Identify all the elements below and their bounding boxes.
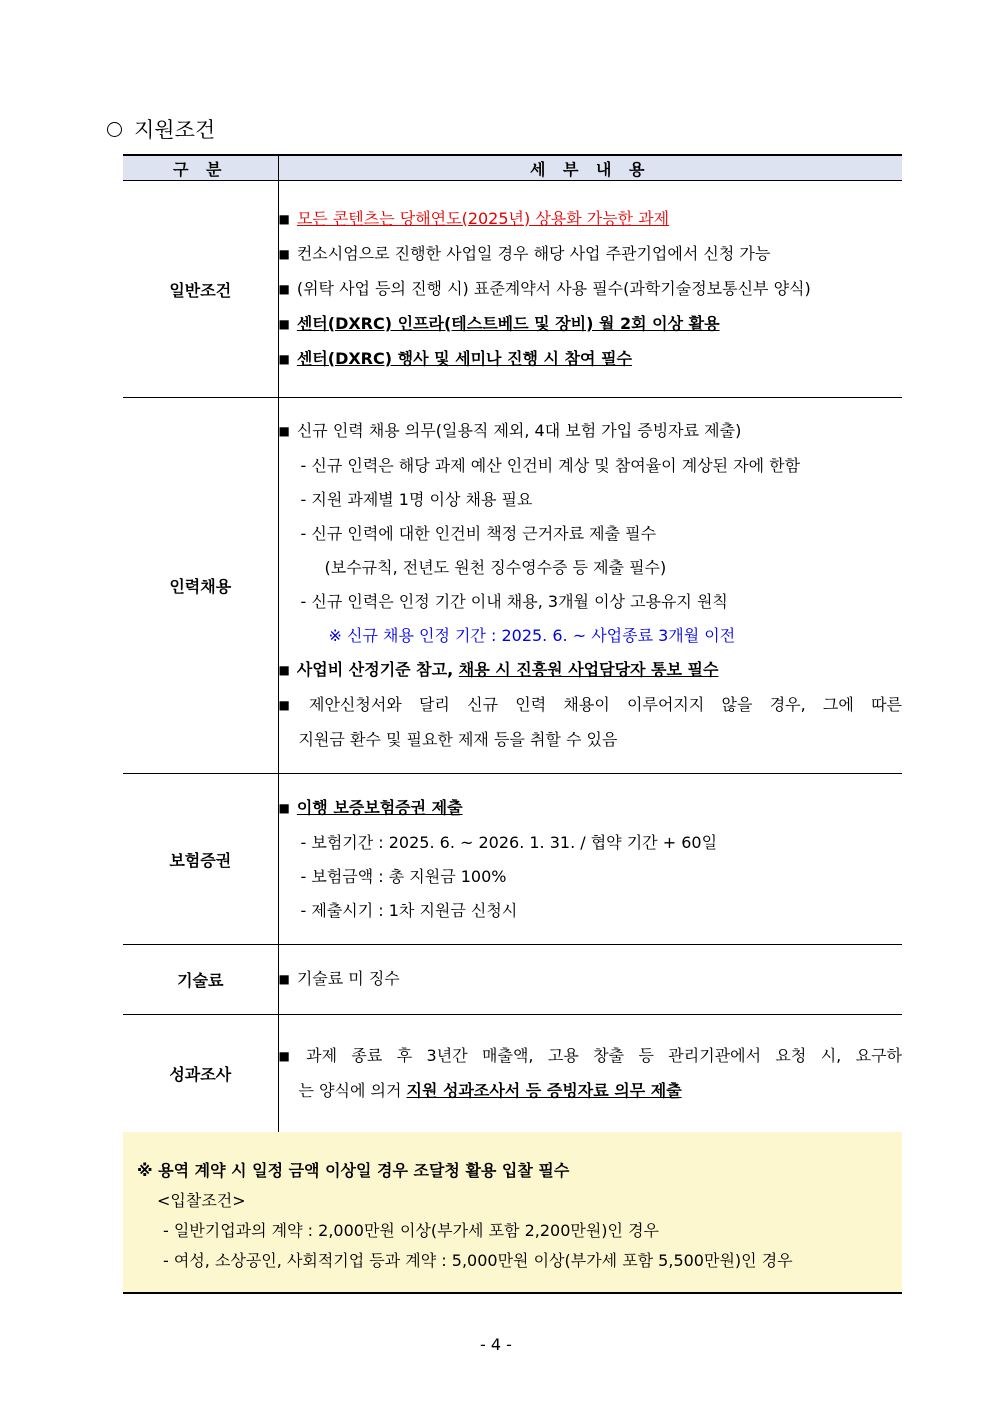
- list-item: ■ 컨소시엄으로 진행한 사업일 경우 해당 사업 주관기업에서 신청 가능: [279, 237, 903, 272]
- list-item: ■ 이행 보증보험증권 제출: [279, 791, 903, 826]
- notice-item: - 여성, 소상공인, 사회적기업 등과 계약 : 5,000만원 이상(부가세 포함 5,500만원)인 경우: [163, 1251, 793, 1270]
- sub-item: - 신규 인력은 해당 과제 예산 인건비 계상 및 참여율이 계상된 자에 한함: [300, 456, 801, 475]
- conditions-table: [123, 154, 902, 1133]
- list-item: ■ 기술료 미 징수: [279, 962, 903, 997]
- table-header-row: [123, 155, 902, 181]
- row-label-hiring: 인력채용: [123, 398, 278, 774]
- table-row-tech-fee: [123, 945, 902, 1015]
- notice-box: [123, 1132, 902, 1294]
- list-item: ■ (위탁 사업 등의 진행 시) 표준계약서 사용 필수(과학기술정보통신부 양식): [279, 272, 903, 307]
- sub-item: - 지원 과제별 1명 이상 채용 필요: [300, 490, 533, 509]
- table-row-hiring: [123, 398, 902, 774]
- header-details: 세 부 내 용: [278, 155, 902, 181]
- header-category: 구 분: [123, 155, 278, 181]
- list-item: ■ 모든 콘텐츠는 당해연도(2025년) 상용화 가능한 과제: [279, 202, 903, 237]
- section-title-text: 지원조건: [134, 118, 216, 142]
- list-item: ■ 사업비 산정기준 참고, 채용 시 진흥원 사업담당자 통보 필수: [279, 653, 903, 688]
- list-item: ■ 센터(DXRC) 행사 및 세미나 진행 시 참여 필수: [279, 342, 903, 377]
- sub-item: - 보험금액 : 총 지원금 100%: [300, 866, 507, 886]
- row-label-insurance: 보험증권: [123, 774, 278, 945]
- list-item: ■ 신규 인력 채용 의무(일용직 제외, 4대 보험 가입 증빙자료 제출): [279, 414, 903, 449]
- list-item: ■ 제안신청서와 달리 신규 인력 채용이 이루어지지 않을 경우, 그에 따른: [279, 688, 903, 723]
- table-row-performance: [123, 1015, 902, 1133]
- sub-item: - 보험기간 : 2025. 6. ~ 2026. 1. 31. / 협약 기간 + 60일: [300, 832, 718, 852]
- notice-subtitle: <입찰조건>: [157, 1191, 246, 1210]
- row-label-performance: 성과조사: [123, 1015, 278, 1133]
- row-content-hiring: [278, 398, 902, 774]
- sub-item-continued: (보수규칙, 전년도 원천 징수영수증 등 제출 필수): [324, 558, 667, 577]
- sub-item: - 신규 인력은 인정 기간 이내 채용, 3개월 이상 고용유지 원칙: [300, 592, 728, 611]
- list-item: ■ 센터(DXRC) 인프라(테스트베드 및 장비) 월 2회 이상 활용: [279, 307, 903, 342]
- sub-item: - 제출시기 : 1차 지원금 신청시: [300, 900, 518, 920]
- notice-item: - 일반기업과의 계약 : 2,000만원 이상(부가세 포함 2,200만원)인 경우: [163, 1221, 659, 1240]
- circle-icon: [107, 122, 122, 137]
- row-content-tech-fee: [278, 945, 902, 1015]
- page-number: - 4 -: [480, 1335, 512, 1354]
- note-text: ※ 신규 채용 인정 기간 : 2025. 6. ~ 사업종료 3개월 이전: [328, 626, 736, 645]
- notice-title: ※ 용역 계약 시 일정 금액 이상일 경우 조달청 활용 입찰 필수: [137, 1161, 570, 1180]
- row-content-insurance: [278, 774, 902, 945]
- section-title: [107, 114, 215, 144]
- row-content-performance: [278, 1015, 902, 1133]
- table-row-insurance: [123, 774, 902, 945]
- row-label-tech-fee: 기술료: [123, 945, 278, 1015]
- list-item-continued: 지원금 환수 및 필요한 제재 등을 취할 수 있음: [298, 730, 618, 749]
- row-label-general: 일반조건: [123, 181, 278, 398]
- list-item-continued: 는 양식에 의거 지원 성과조사서 등 증빙자료 의무 제출: [298, 1081, 682, 1100]
- sub-item: - 신규 인력에 대한 인건비 책정 근거자료 제출 필수: [300, 524, 657, 543]
- table-row-general: [123, 181, 902, 398]
- row-content-general: [278, 181, 902, 398]
- list-item: ■ 과제 종료 후 3년간 매출액, 고용 창출 등 관리기관에서 요청 시, 요구하: [279, 1039, 903, 1074]
